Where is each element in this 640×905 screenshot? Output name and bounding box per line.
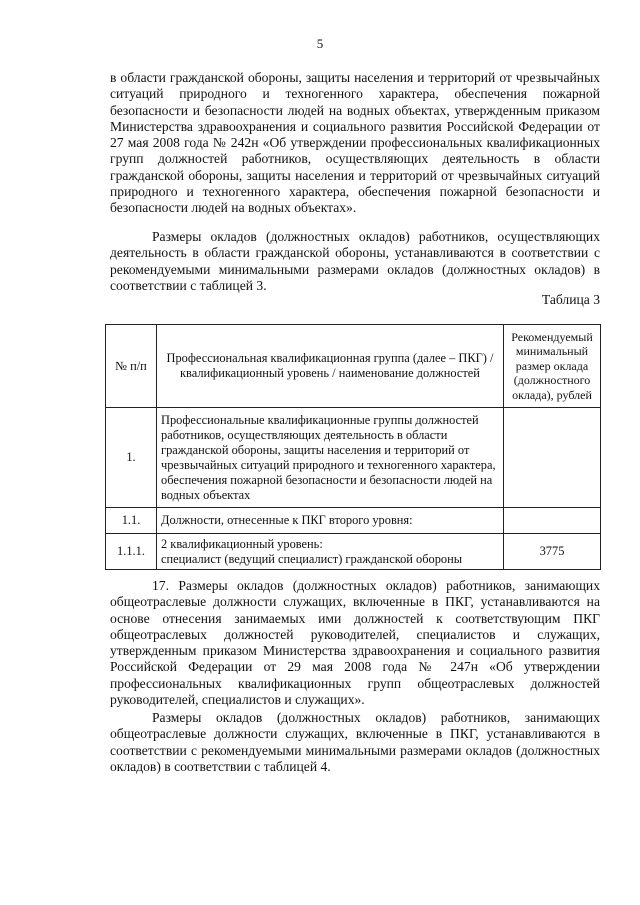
salary-table bbox=[105, 324, 601, 570]
row-name: Профессиональные квалификационные группы должностей работников, осуществляющих деятельность в области гражданской обороны, защиты населения и территорий от чрезвычайных ситуаций природного и техногенного характера, обеспечения пожарной безопасности и безопасности людей на водных объектах bbox=[157, 408, 504, 508]
table-row bbox=[106, 534, 601, 570]
table-row bbox=[106, 408, 601, 508]
table-caption: Таблица 3 bbox=[541, 292, 600, 307]
page-number: 5 bbox=[316, 36, 324, 51]
header-name: Профессиональная квалификационная группа (далее – ПКГ) / квалификационный уровень / наименование должностей bbox=[157, 325, 504, 408]
paragraph-salary-general: Размеры окладов (должностных окладов) работников, занимающих общеотраслевые должности служащих, включенные в ПКГ, устанавливаются в соответствии с рекомендуемыми минимальными размерами окладов (должностных окладов) в соответствии с таблицей 4. bbox=[110, 710, 600, 774]
row-name-level: 2 квалификационный уровень: bbox=[161, 536, 323, 551]
row-salary: 3775 bbox=[504, 534, 601, 570]
row-num: 1. bbox=[106, 408, 157, 508]
paragraph-salary-civil-defense: Размеры окладов (должностных окладов) работников, осуществляющих деятельность в области гражданской обороны, устанавливаются в соответствии с рекомендуемыми минимальными размерами окладов (должностных окладов) в соответствии с таблицей 3. bbox=[110, 229, 600, 293]
table-row bbox=[106, 508, 601, 534]
row-name-position: специалист (ведущий специалист) гражданской обороны bbox=[161, 551, 463, 566]
row-num: 1.1. bbox=[106, 508, 157, 534]
header-salary: Рекомендуемый минимальный размер оклада (должностного оклада), рублей bbox=[504, 325, 601, 408]
row-num: 1.1.1. bbox=[106, 534, 157, 570]
row-salary bbox=[504, 408, 601, 508]
paragraph-item-17: 17. Размеры окладов (должностных окладов) работников, занимающих общеотраслевые должности служащих, включенные в ПКГ, устанавливаются на основе отнесения занимаемых ими должностей к соответствующим ПКГ общеотраслевых должностей руководителей, специалистов и служащих, утвержденным приказом Министерства здравоохранения и социального развития Российской Федерации от 29 мая 2008 года № 247н «Об утверждении профессиональных квалификационных групп общеотраслевых должностей руководителей, специалистов и служащих». bbox=[110, 578, 600, 708]
row-name bbox=[157, 534, 504, 570]
table-header-row bbox=[106, 325, 601, 408]
paragraph-continuation: в области гражданской обороны, защиты населения и территорий от чрезвычайных ситуаций природного и техногенного характера, обеспечения пожарной безопасности и безопасности людей на водных объектах, утвержденным приказом Министерства здравоохранения и социального развития Российской Федерации от 27 мая 2008 года № 242н «Об утверждении профессиональных квалификационных групп должностей работников, осуществляющих деятельность в области гражданской обороны, защиты населения и территорий от чрезвычайных ситуаций природного и техногенного характера, обеспечения пожарной безопасности и безопасности людей на водных объектах». bbox=[110, 70, 600, 216]
header-num: № п/п bbox=[106, 325, 157, 408]
row-name: Должности, отнесенные к ПКГ второго уровня: bbox=[157, 508, 504, 534]
row-salary bbox=[504, 508, 601, 534]
